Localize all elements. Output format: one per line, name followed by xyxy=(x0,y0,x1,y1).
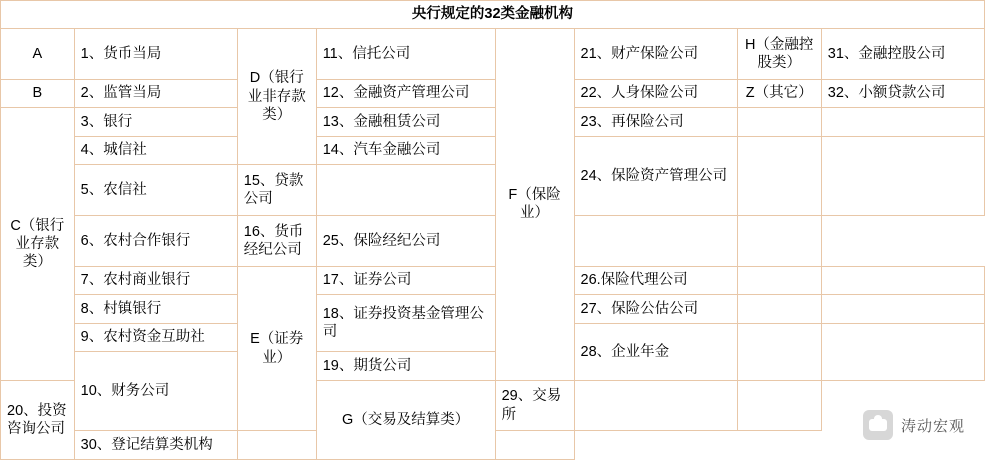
empty-cell xyxy=(237,431,316,460)
item-6: 6、农村合作银行 xyxy=(74,215,237,266)
item-28: 28、企业年金 xyxy=(574,323,737,380)
empty-cell xyxy=(737,380,821,431)
item-2: 2、监管当局 xyxy=(74,79,237,107)
item-19: 19、期货公司 xyxy=(316,352,495,380)
item-29: 29、交易所 xyxy=(495,380,574,431)
item-14: 14、汽车金融公司 xyxy=(316,136,495,164)
item-15: 15、贷款公司 xyxy=(237,165,316,216)
empty-cell xyxy=(821,323,984,380)
empty-cell xyxy=(821,266,984,294)
empty-cell xyxy=(737,136,821,215)
item-8: 8、村镇银行 xyxy=(74,295,237,323)
group-a-label: A xyxy=(1,29,75,80)
item-27: 27、保险公估公司 xyxy=(574,295,737,323)
empty-cell xyxy=(574,380,737,431)
item-13: 13、金融租赁公司 xyxy=(316,108,495,136)
item-21: 21、财产保险公司 xyxy=(574,29,737,80)
item-32: 32、小额贷款公司 xyxy=(821,79,984,107)
item-12: 12、金融资产管理公司 xyxy=(316,79,495,107)
item-31: 31、金融控股公司 xyxy=(821,29,984,80)
empty-cell xyxy=(737,323,821,380)
group-b-label: B xyxy=(1,79,75,107)
item-18: 18、证券投资基金管理公司 xyxy=(316,295,495,352)
item-17: 17、证券公司 xyxy=(316,266,495,294)
empty-cell xyxy=(574,215,737,266)
item-25: 25、保险经纪公司 xyxy=(316,215,495,266)
group-h-label: H（金融控股类） xyxy=(737,29,821,80)
item-16: 16、货币经纪公司 xyxy=(237,215,316,266)
watermark-label: 涛动宏观 xyxy=(900,417,965,435)
group-g-label: G（交易及结算类） xyxy=(316,380,495,459)
item-9: 9、农村资金互助社 xyxy=(74,323,237,351)
item-10: 10、财务公司 xyxy=(74,352,237,431)
group-f-label: F（保险业） xyxy=(495,29,574,381)
group-c-label: C（银行业存款类） xyxy=(1,108,75,380)
item-5: 5、农信社 xyxy=(74,165,237,216)
empty-cell xyxy=(495,431,574,460)
empty-cell xyxy=(821,108,984,136)
group-z-label: Z（其它） xyxy=(737,79,821,107)
table-row xyxy=(1,215,985,266)
group-d-label: D（银行业非存款类） xyxy=(237,29,316,165)
empty-cell xyxy=(737,108,821,136)
empty-cell xyxy=(737,295,821,323)
item-11: 11、信托公司 xyxy=(316,29,495,80)
group-e-label: E（证券业） xyxy=(237,266,316,431)
item-7: 7、农村商业银行 xyxy=(74,266,237,294)
item-1: 1、货币当局 xyxy=(74,29,237,80)
empty-cell xyxy=(737,215,821,266)
page-title: 央行规定的32类金融机构 xyxy=(1,1,985,29)
table-row xyxy=(1,295,985,323)
item-22: 22、人身保险公司 xyxy=(574,79,737,107)
empty-cell xyxy=(821,136,984,215)
item-23: 23、再保险公司 xyxy=(574,108,737,136)
empty-cell xyxy=(737,266,821,294)
table-row xyxy=(1,108,985,136)
item-30: 30、登记结算类机构 xyxy=(74,431,237,460)
item-24: 24、保险资产管理公司 xyxy=(574,136,737,215)
item-4: 4、城信社 xyxy=(74,136,237,164)
item-3: 3、银行 xyxy=(74,108,237,136)
table-title-row xyxy=(1,1,985,29)
table-row xyxy=(1,266,985,294)
empty-cell xyxy=(821,295,984,323)
item-26: 26.保险代理公司 xyxy=(574,266,737,294)
table-row xyxy=(1,136,985,164)
item-20: 20、投资咨询公司 xyxy=(1,380,75,459)
